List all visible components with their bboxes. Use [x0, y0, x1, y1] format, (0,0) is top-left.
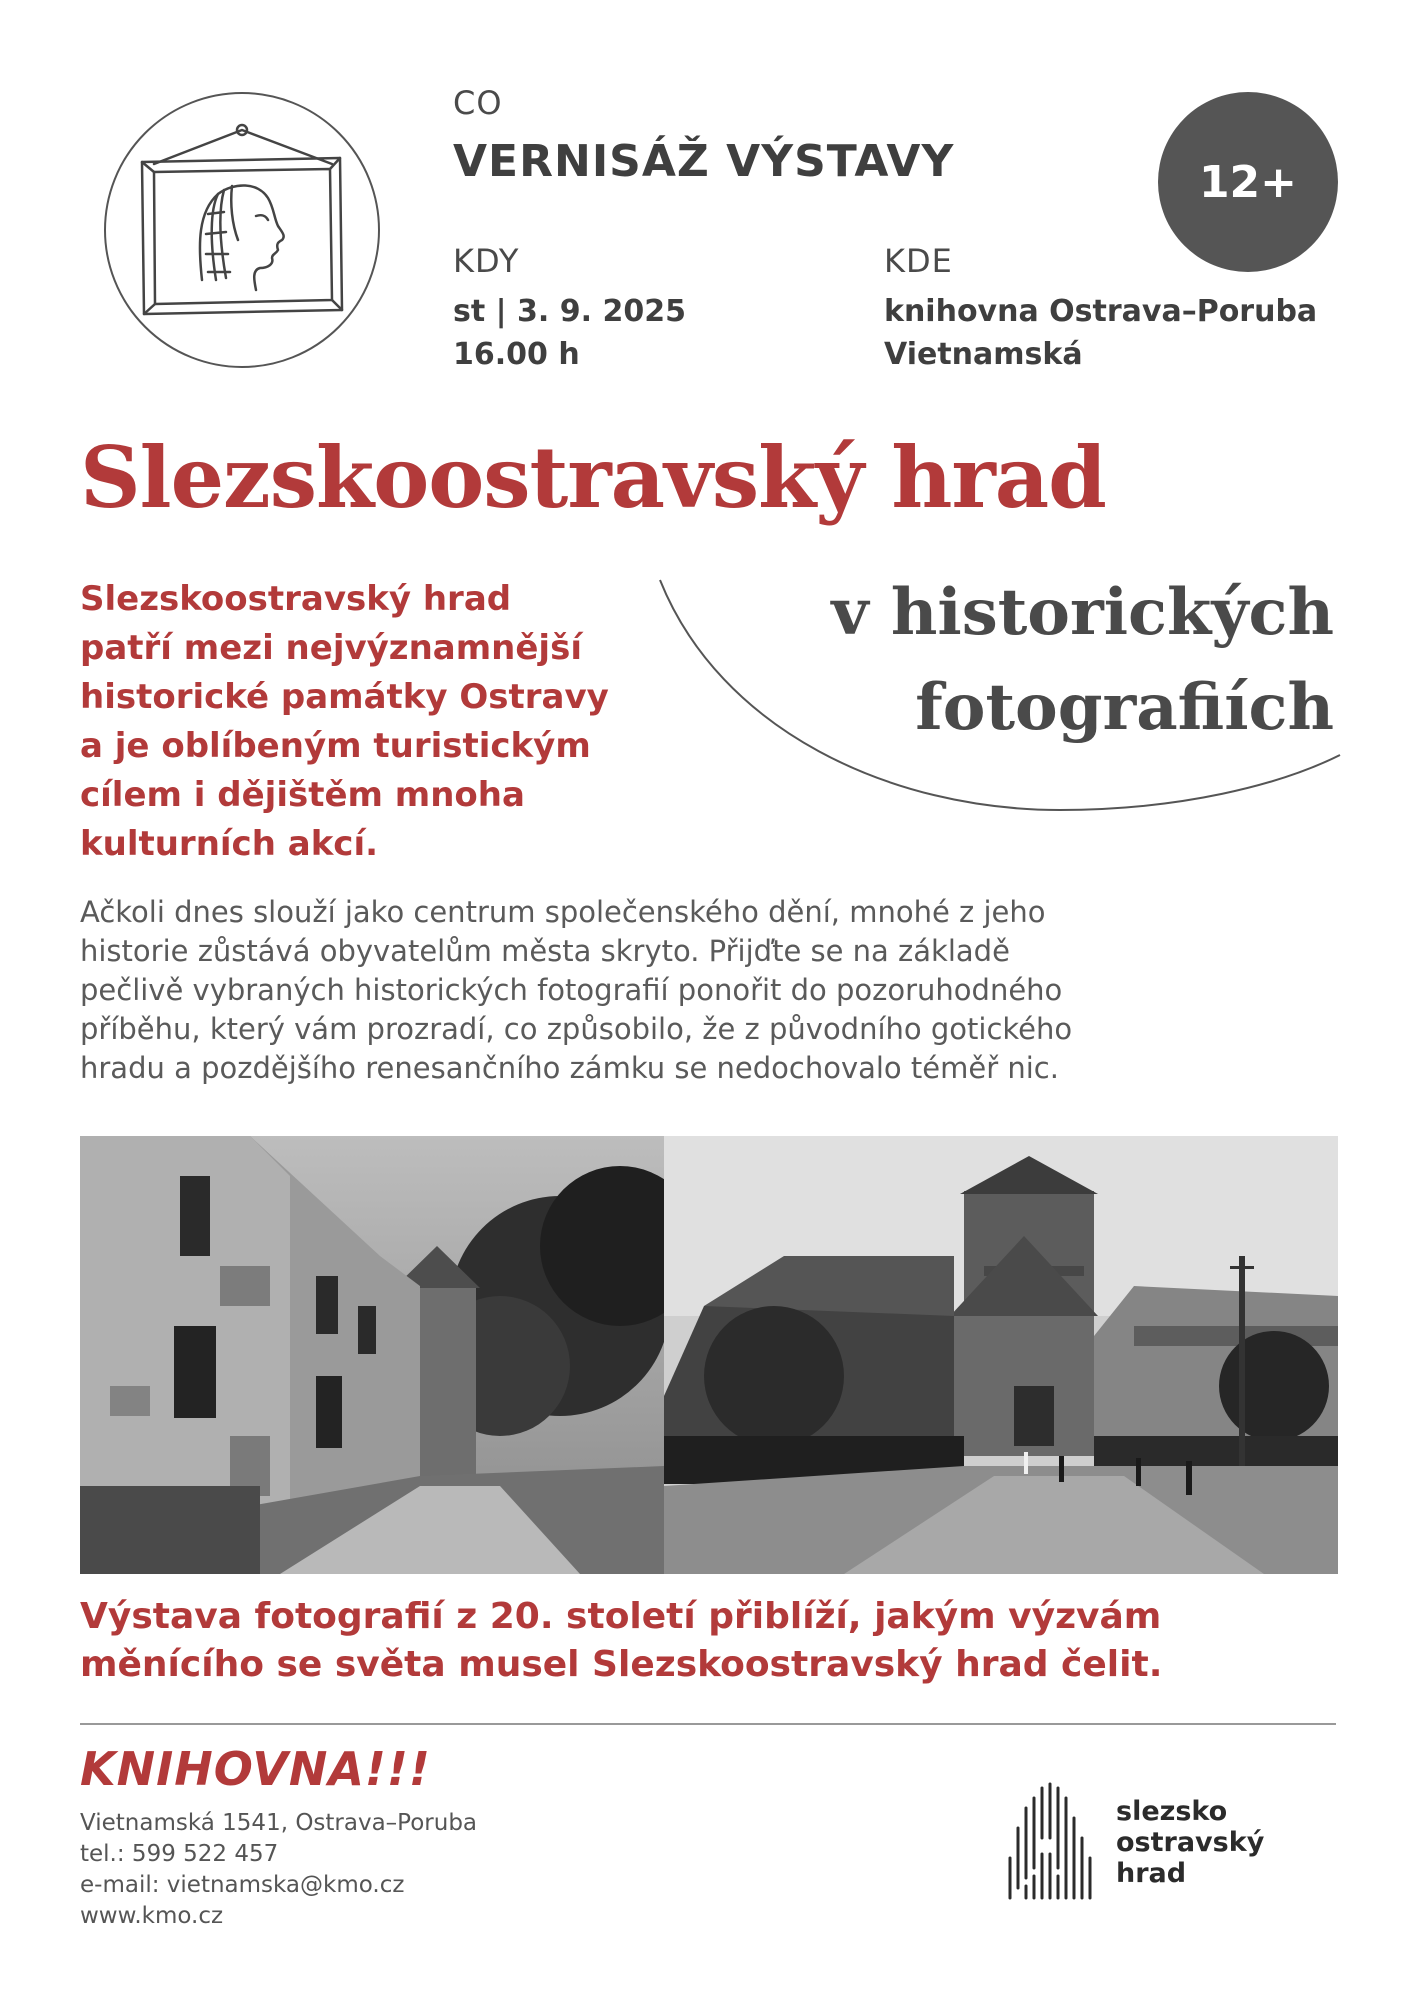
- address: Vietnamská 1541, Ostrava–Poruba: [80, 1810, 478, 1836]
- email[interactable]: e-mail: vietnamska@kmo.cz: [80, 1872, 405, 1898]
- castle-logo-line: slezsko: [1116, 1796, 1228, 1827]
- contact-block: [80, 1808, 477, 1932]
- subline-2: fotografiích: [915, 670, 1334, 745]
- kde-label: KDE: [884, 242, 953, 280]
- historic-photo-courtyard: [80, 1136, 664, 1574]
- event-time: 16.00 h: [453, 337, 580, 372]
- age-badge: 12+: [1158, 92, 1338, 272]
- body-paragraph: [80, 893, 1340, 1088]
- body-line: hradu a pozdějšího renesančního zámku se nedochovalo téměř nic.: [80, 1051, 1059, 1085]
- body-line: příběhu, který vám prozradí, co způsobilo, že z původního gotického: [80, 1012, 1073, 1046]
- venue: knihovna Ostrava–Poruba: [884, 294, 1318, 329]
- lead-line: historické památky Ostravy: [80, 677, 609, 717]
- divider: [80, 1723, 1336, 1725]
- event-date: st | 3. 9. 2025: [453, 294, 686, 329]
- where-block: [884, 290, 1317, 376]
- framed-portrait-icon: [106, 94, 378, 366]
- kdy-label: KDY: [453, 242, 520, 280]
- castle-logo-icon: [1004, 1768, 1104, 1908]
- emblem-circle: [104, 92, 380, 368]
- lead-line: cílem i dějištěm mnoha: [80, 775, 525, 815]
- castle-logo-text: [1116, 1796, 1264, 1889]
- when-block: [453, 290, 686, 376]
- lead-line: a je oblíbeným turistickým: [80, 726, 591, 766]
- closing-line: Výstava fotografií z 20. století přiblíží, jakým výzvám: [80, 1596, 1162, 1637]
- subline-1: v historických: [831, 575, 1334, 650]
- website-link[interactable]: www.kmo.cz: [80, 1903, 224, 1929]
- historic-photo-castle: [664, 1136, 1338, 1574]
- lead-line: patří mezi nejvýznamnější: [80, 628, 582, 668]
- venue-branch: Vietnamská: [884, 337, 1083, 372]
- headline: Slezskoostravský hrad: [80, 428, 1106, 527]
- phone: tel.: 599 522 457: [80, 1841, 279, 1867]
- closing-paragraph: [80, 1593, 1340, 1689]
- body-line: Ačkoli dnes slouží jako centrum společenského dění, mnohé z jeho: [80, 895, 1046, 929]
- lead-line: Slezskoostravský hrad: [80, 579, 512, 619]
- body-line: pečlivě vybraných historických fotografií ponořit do pozoruhodného: [80, 973, 1063, 1007]
- co-label: CO: [453, 84, 503, 122]
- lead-line: kulturních akcí.: [80, 824, 379, 864]
- closing-line: měnícího se světa musel Slezskoostravský hrad čelit.: [80, 1644, 1163, 1685]
- castle-logo-line: ostravský: [1116, 1827, 1265, 1858]
- lead-paragraph: [80, 575, 680, 869]
- library-logo: KNIHOVNA!!!: [80, 1742, 431, 1796]
- event-title: VERNISÁŽ VÝSTAVY: [453, 136, 955, 187]
- castle-logo-line: hrad: [1116, 1858, 1187, 1889]
- body-line: historie zůstává obyvatelům města skryto. Přijďte se na základě: [80, 934, 1010, 968]
